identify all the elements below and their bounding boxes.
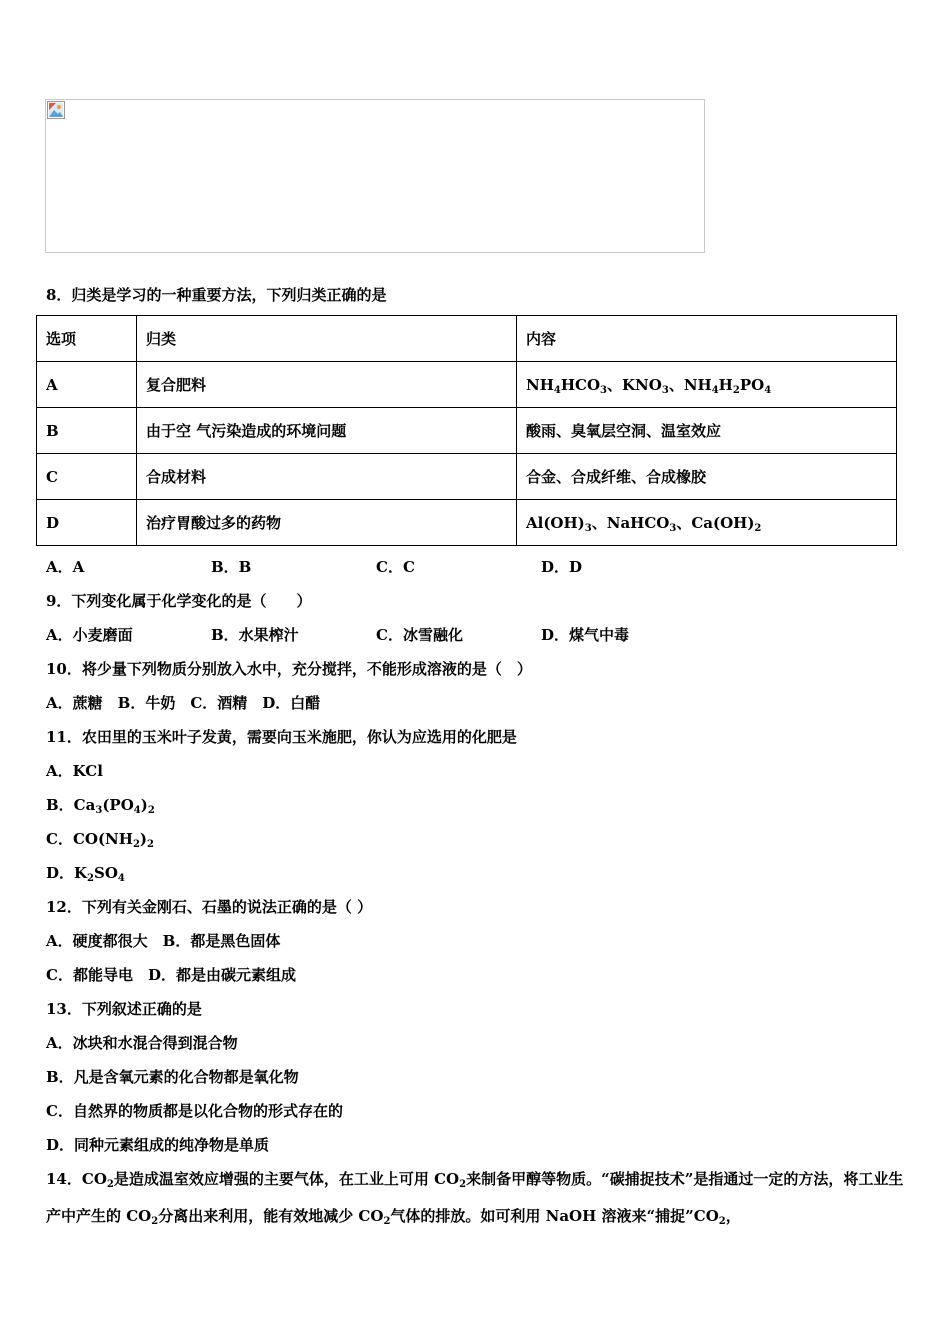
- q8-option-c[interactable]: C．C: [376, 558, 415, 576]
- table-header-row: [37, 316, 897, 362]
- q14-paragraph: 14．$CO_2$是造成温室效应增强的主要气体，在工业上可用 $CO_2$来制备甲醇等物质。“碳捕捉技术”是指通过一定的方法，将工业生产中产生的 $CO_2$分离出来利用，能有效地减少 $CO_2$气体的排放。如可利用 NaOH 溶液来“捕捉$”CO_2$，: [46, 1170, 904, 1227]
- content-cell: $Al(OH)_3$、NaHCO$_3$、$Ca(OH)_2$: [517, 500, 897, 546]
- q8-options: [46, 557, 582, 577]
- q9-options: [46, 625, 629, 645]
- category-cell: 治疗胃酸过多的药物: [137, 500, 517, 546]
- broken-image-icon: [47, 101, 65, 119]
- option-cell: D: [37, 500, 137, 546]
- broken-image-placeholder: [45, 99, 705, 253]
- content-cell: 酸雨、臭氧层空洞、温室效应: [517, 408, 897, 454]
- q13-option-d[interactable]: D．同种元素组成的纯净物是单质: [46, 1136, 270, 1154]
- q11-option-b[interactable]: B．$Ca_3(PO_4)_2$: [46, 796, 155, 816]
- q11-option-d[interactable]: D．$K_2SO_4$: [46, 864, 125, 884]
- content-cell: $NH_4HCO_3$、$KNO_3$、$NH_4H_2PO_4$: [517, 362, 897, 408]
- q9-option-c[interactable]: C．冰雪融化: [376, 626, 463, 644]
- category-cell: 复合肥料: [137, 362, 517, 408]
- q13-option-c[interactable]: C．自然界的物质都是以化合物的形式存在的: [46, 1102, 343, 1120]
- q13-stem: 13．下列叙述正确的是: [46, 1000, 202, 1018]
- table-row: [37, 500, 897, 546]
- q12-options-line1[interactable]: A．硬度都很大 B．都是黑色固体: [46, 932, 281, 950]
- table-row: [37, 408, 897, 454]
- category-cell: 由于空 气污染造成的环境问题: [137, 408, 517, 454]
- header-cell: 归类: [137, 316, 517, 362]
- q9-stem: 9．下列变化属于化学变化的是（ ）: [46, 592, 312, 610]
- classification-table: [36, 315, 897, 546]
- q9-option-d[interactable]: D．煤气中毒: [541, 626, 630, 644]
- q8-option-b[interactable]: B．B: [211, 558, 252, 576]
- q13-option-a[interactable]: A．冰块和水混合得到混合物: [46, 1034, 238, 1052]
- q12-options-line2[interactable]: C．都能导电 D．都是由碳元素组成: [46, 966, 296, 984]
- q8-option-a[interactable]: A．A: [46, 558, 85, 576]
- q13-option-b[interactable]: B．凡是含氧元素的化合物都是氧化物: [46, 1068, 299, 1086]
- q10-options[interactable]: A．蔗糖 B．牛奶 C．酒精 D．白醋: [46, 694, 321, 712]
- header-cell: 选项: [37, 316, 137, 362]
- q11-option-c[interactable]: C．$CO(NH_2)_2$: [46, 830, 154, 850]
- table-row: [37, 454, 897, 500]
- option-cell: A: [37, 362, 137, 408]
- option-cell: B: [37, 408, 137, 454]
- q10-stem: 10．将少量下列物质分别放入水中，充分搅拌，不能形成溶液的是（ ）: [46, 660, 532, 678]
- category-cell: 合成材料: [137, 454, 517, 500]
- q8-option-d[interactable]: D．D: [541, 558, 583, 576]
- option-cell: C: [37, 454, 137, 500]
- q9-option-b[interactable]: B．水果榨汁: [211, 626, 299, 644]
- q12-stem: 12．下列有关金刚石、石墨的说法正确的是（ ）: [46, 898, 373, 916]
- q11-stem: 11．农田里的玉米叶子发黄，需要向玉米施肥，你认为应选用的化肥是: [46, 728, 517, 746]
- q11-option-a[interactable]: A．KCl: [46, 762, 103, 780]
- table-row: [37, 362, 897, 408]
- header-cell: 内容: [517, 316, 897, 362]
- q8-stem: 8．归类是学习的一种重要方法，下列归类正确的是: [46, 286, 387, 304]
- content-cell: 合金、合成纤维、合成橡胶: [517, 454, 897, 500]
- q9-option-a[interactable]: A．小麦磨面: [46, 626, 133, 644]
